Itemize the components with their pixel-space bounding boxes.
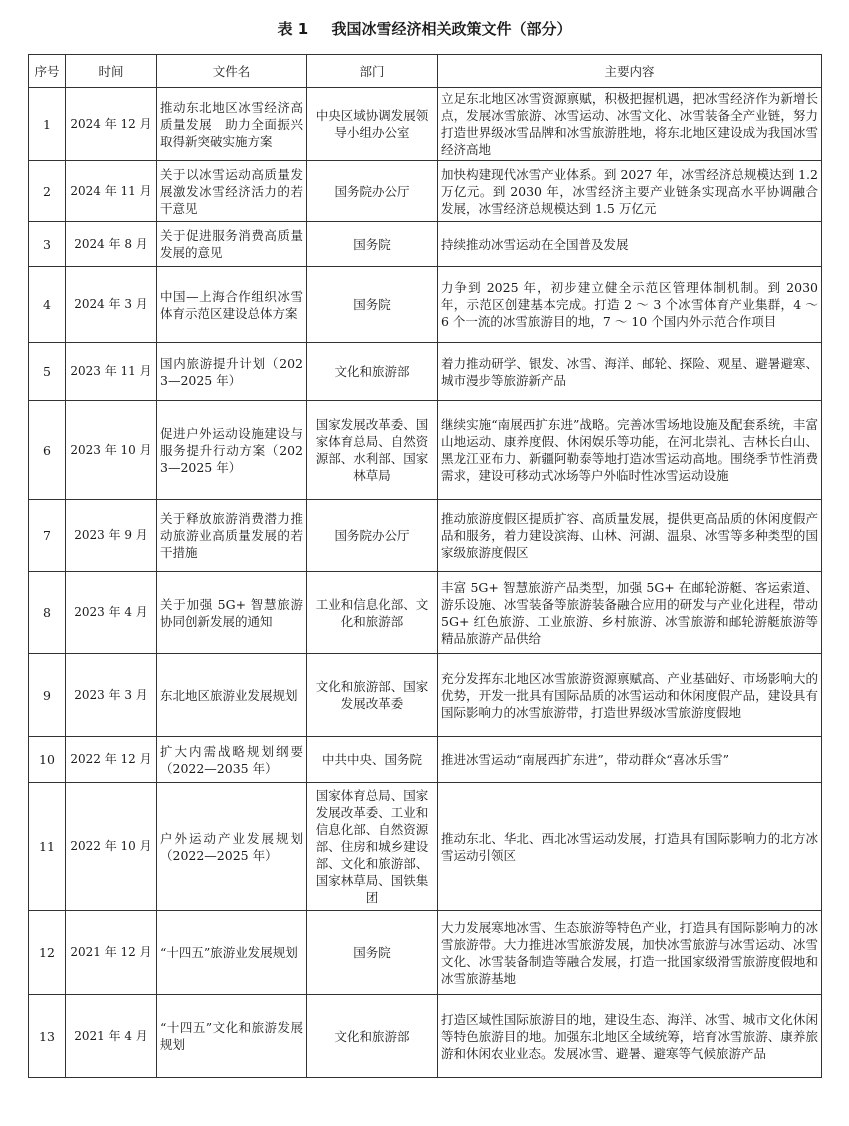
row-date: 2024 年 3 月	[66, 267, 157, 343]
row-content: 打造区域性国际旅游目的地，建设生态、海洋、冰雪、城市文化休闲等特色旅游目的地。加强东北地区全域统筹，培育冰雪旅游、康养旅游和休闲农业业态。发展冰雪、避暑、避寒等气候旅游产品	[438, 995, 822, 1078]
table-header-row	[29, 55, 822, 88]
row-dept: 国家发展改革委、国家体育总局、自然资源部、水利部、国家林草局	[307, 401, 438, 500]
row-num: 12	[29, 911, 66, 995]
row-num: 11	[29, 783, 66, 911]
table-row	[29, 654, 822, 737]
header-num: 序号	[29, 55, 66, 88]
row-date: 2024 年 8 月	[66, 222, 157, 267]
row-dept: 文化和旅游部、国家发展改革委	[307, 654, 438, 737]
row-dept: 国务院	[307, 267, 438, 343]
row-num: 1	[29, 88, 66, 161]
row-doc-name: 户外运动产业发展规划（2022—2025 年）	[157, 783, 307, 911]
row-doc-name: 推动东北地区冰雪经济高质量发展 助力全面振兴取得新突破实施方案	[157, 88, 307, 161]
row-content: 充分发挥东北地区冰雪旅游资源禀赋高、产业基础好、市场影响大的优势，开发一批具有国际品质的冰雪运动和休闲度假产品，建设具有国际影响力的冰雪旅游带，打造世界级冰雪旅游度假地	[438, 654, 822, 737]
row-doc-name: 国内旅游提升计划（2023—2025 年）	[157, 343, 307, 401]
row-date: 2023 年 4 月	[66, 572, 157, 654]
table-row	[29, 161, 822, 222]
table-row	[29, 500, 822, 572]
row-doc-name: 促进户外运动设施建设与服务提升行动方案（2023—2025 年）	[157, 401, 307, 500]
table-row	[29, 737, 822, 783]
header-content: 主要内容	[438, 55, 822, 88]
row-doc-name: 关于促进服务消费高质量发展的意见	[157, 222, 307, 267]
header-dept: 部门	[307, 55, 438, 88]
row-date: 2024 年 12 月	[66, 88, 157, 161]
row-dept: 国务院	[307, 911, 438, 995]
row-content: 推动旅游度假区提质扩容、高质量发展，提供更高品质的休闲度假产品和服务，着力建设滨海、山林、河湖、温泉、冰雪等多种类型的国家级旅游度假区	[438, 500, 822, 572]
row-dept: 中央区域协调发展领导小组办公室	[307, 88, 438, 161]
table-title-text: 我国冰雪经济相关政策文件（部分）	[331, 20, 572, 38]
row-dept: 国务院办公厅	[307, 161, 438, 222]
row-doc-name: 关于释放旅游消费潜力推动旅游业高质量发展的若干措施	[157, 500, 307, 572]
row-dept: 国务院	[307, 222, 438, 267]
row-doc-name: “十四五”旅游业发展规划	[157, 911, 307, 995]
row-content: 加快构建现代冰雪产业体系。到 2027 年，冰雪经济总规模达到 1.2 万亿元。到 2030 年，冰雪经济主要产业链条实现高水平协调融合发展，冰雪经济总规模达到 1.5 万亿元	[438, 161, 822, 222]
row-doc-name: 中国—上海合作组织冰雪体育示范区建设总体方案	[157, 267, 307, 343]
table-title	[28, 14, 821, 44]
row-num: 10	[29, 737, 66, 783]
row-num: 9	[29, 654, 66, 737]
header-doc: 文件名	[157, 55, 307, 88]
row-content: 继续实施“南展西扩东进”战略。完善冰雪场地设施及配套系统，丰富山地运动、康养度假、休闲娱乐等功能，在河北崇礼、吉林长白山、黑龙江亚布力、新疆阿勒泰等地打造冰雪运动高地。围绕季节性消费需求，建设可移动式冰场等户外临时性冰雪运动设施	[438, 401, 822, 500]
row-dept: 文化和旅游部	[307, 995, 438, 1078]
row-date: 2024 年 11 月	[66, 161, 157, 222]
row-content: 大力发展寒地冰雪、生态旅游等特色产业，打造具有国际影响力的冰雪旅游带。大力推进冰雪旅游发展，加快冰雪旅游与冰雪运动、冰雪文化、冰雪装备制造等融合发展，打造一批国家级滑雪旅游度假地和冰雪旅游基地	[438, 911, 822, 995]
row-date: 2021 年 4 月	[66, 995, 157, 1078]
row-num: 6	[29, 401, 66, 500]
row-num: 2	[29, 161, 66, 222]
row-date: 2022 年 10 月	[66, 783, 157, 911]
row-num: 13	[29, 995, 66, 1078]
table-row	[29, 911, 822, 995]
table-row	[29, 401, 822, 500]
row-date: 2023 年 10 月	[66, 401, 157, 500]
row-doc-name: 关于加强 5G+ 智慧旅游协同创新发展的通知	[157, 572, 307, 654]
table-row	[29, 222, 822, 267]
row-dept: 国家体育总局、国家发展改革委、工业和信息化部、自然资源部、住房和城乡建设部、文化和旅游部、国家林草局、国铁集团	[307, 783, 438, 911]
row-num: 4	[29, 267, 66, 343]
table-row	[29, 267, 822, 343]
row-date: 2023 年 3 月	[66, 654, 157, 737]
row-content: 持续推动冰雪运动在全国普及发展	[438, 222, 822, 267]
row-dept: 国务院办公厅	[307, 500, 438, 572]
row-content: 丰富 5G+ 智慧旅游产品类型，加强 5G+ 在邮轮游艇、客运索道、游乐设施、冰雪装备等旅游装备融合应用的研发与产业化进程，带动 5G+ 红色旅游、工业旅游、乡村旅游、冰雪旅游和邮轮游艇旅游等精品旅游产品供给	[438, 572, 822, 654]
row-doc-name: 东北地区旅游业发展规划	[157, 654, 307, 737]
row-dept: 中共中央、国务院	[307, 737, 438, 783]
row-num: 7	[29, 500, 66, 572]
table-row	[29, 572, 822, 654]
row-date: 2022 年 12 月	[66, 737, 157, 783]
row-doc-name: 关于以冰雪运动高质量发展激发冰雪经济活力的若干意见	[157, 161, 307, 222]
row-dept: 工业和信息化部、文化和旅游部	[307, 572, 438, 654]
row-content: 着力推动研学、银发、冰雪、海洋、邮轮、探险、观星、避暑避寒、城市漫步等旅游新产品	[438, 343, 822, 401]
policy-table	[28, 54, 822, 1078]
row-date: 2023 年 9 月	[66, 500, 157, 572]
row-num: 5	[29, 343, 66, 401]
row-num: 3	[29, 222, 66, 267]
row-date: 2021 年 12 月	[66, 911, 157, 995]
row-date: 2023 年 11 月	[66, 343, 157, 401]
table-title-label: 表 1	[277, 20, 309, 38]
row-dept: 文化和旅游部	[307, 343, 438, 401]
header-date: 时间	[66, 55, 157, 88]
row-content: 立足东北地区冰雪资源禀赋，积极把握机遇，把冰雪经济作为新增长点，发展冰雪旅游、冰雪运动、冰雪文化、冰雪装备全产业链，努力打造世界级冰雪品牌和冰雪旅游胜地，将东北地区建设成为我国冰雪经济高地	[438, 88, 822, 161]
table-row	[29, 783, 822, 911]
table-row	[29, 343, 822, 401]
row-doc-name: “十四五”文化和旅游发展规划	[157, 995, 307, 1078]
table-row	[29, 995, 822, 1078]
row-content: 推进冰雪运动“南展西扩东进”，带动群众“喜冰乐雪”	[438, 737, 822, 783]
row-num: 8	[29, 572, 66, 654]
row-doc-name: 扩大内需战略规划纲要（2022—2035 年）	[157, 737, 307, 783]
row-content: 力争到 2025 年，初步建立健全示范区管理体制机制。到 2030 年，示范区创建基本完成。打造 2 ～ 3 个冰雪体育产业集群，4 ～ 6 个一流的冰雪旅游目的地，7 ～ 10 个国内外示范合作项目	[438, 267, 822, 343]
table-row	[29, 88, 822, 161]
row-content: 推动东北、华北、西北冰雪运动发展，打造具有国际影响力的北方冰雪运动引领区	[438, 783, 822, 911]
